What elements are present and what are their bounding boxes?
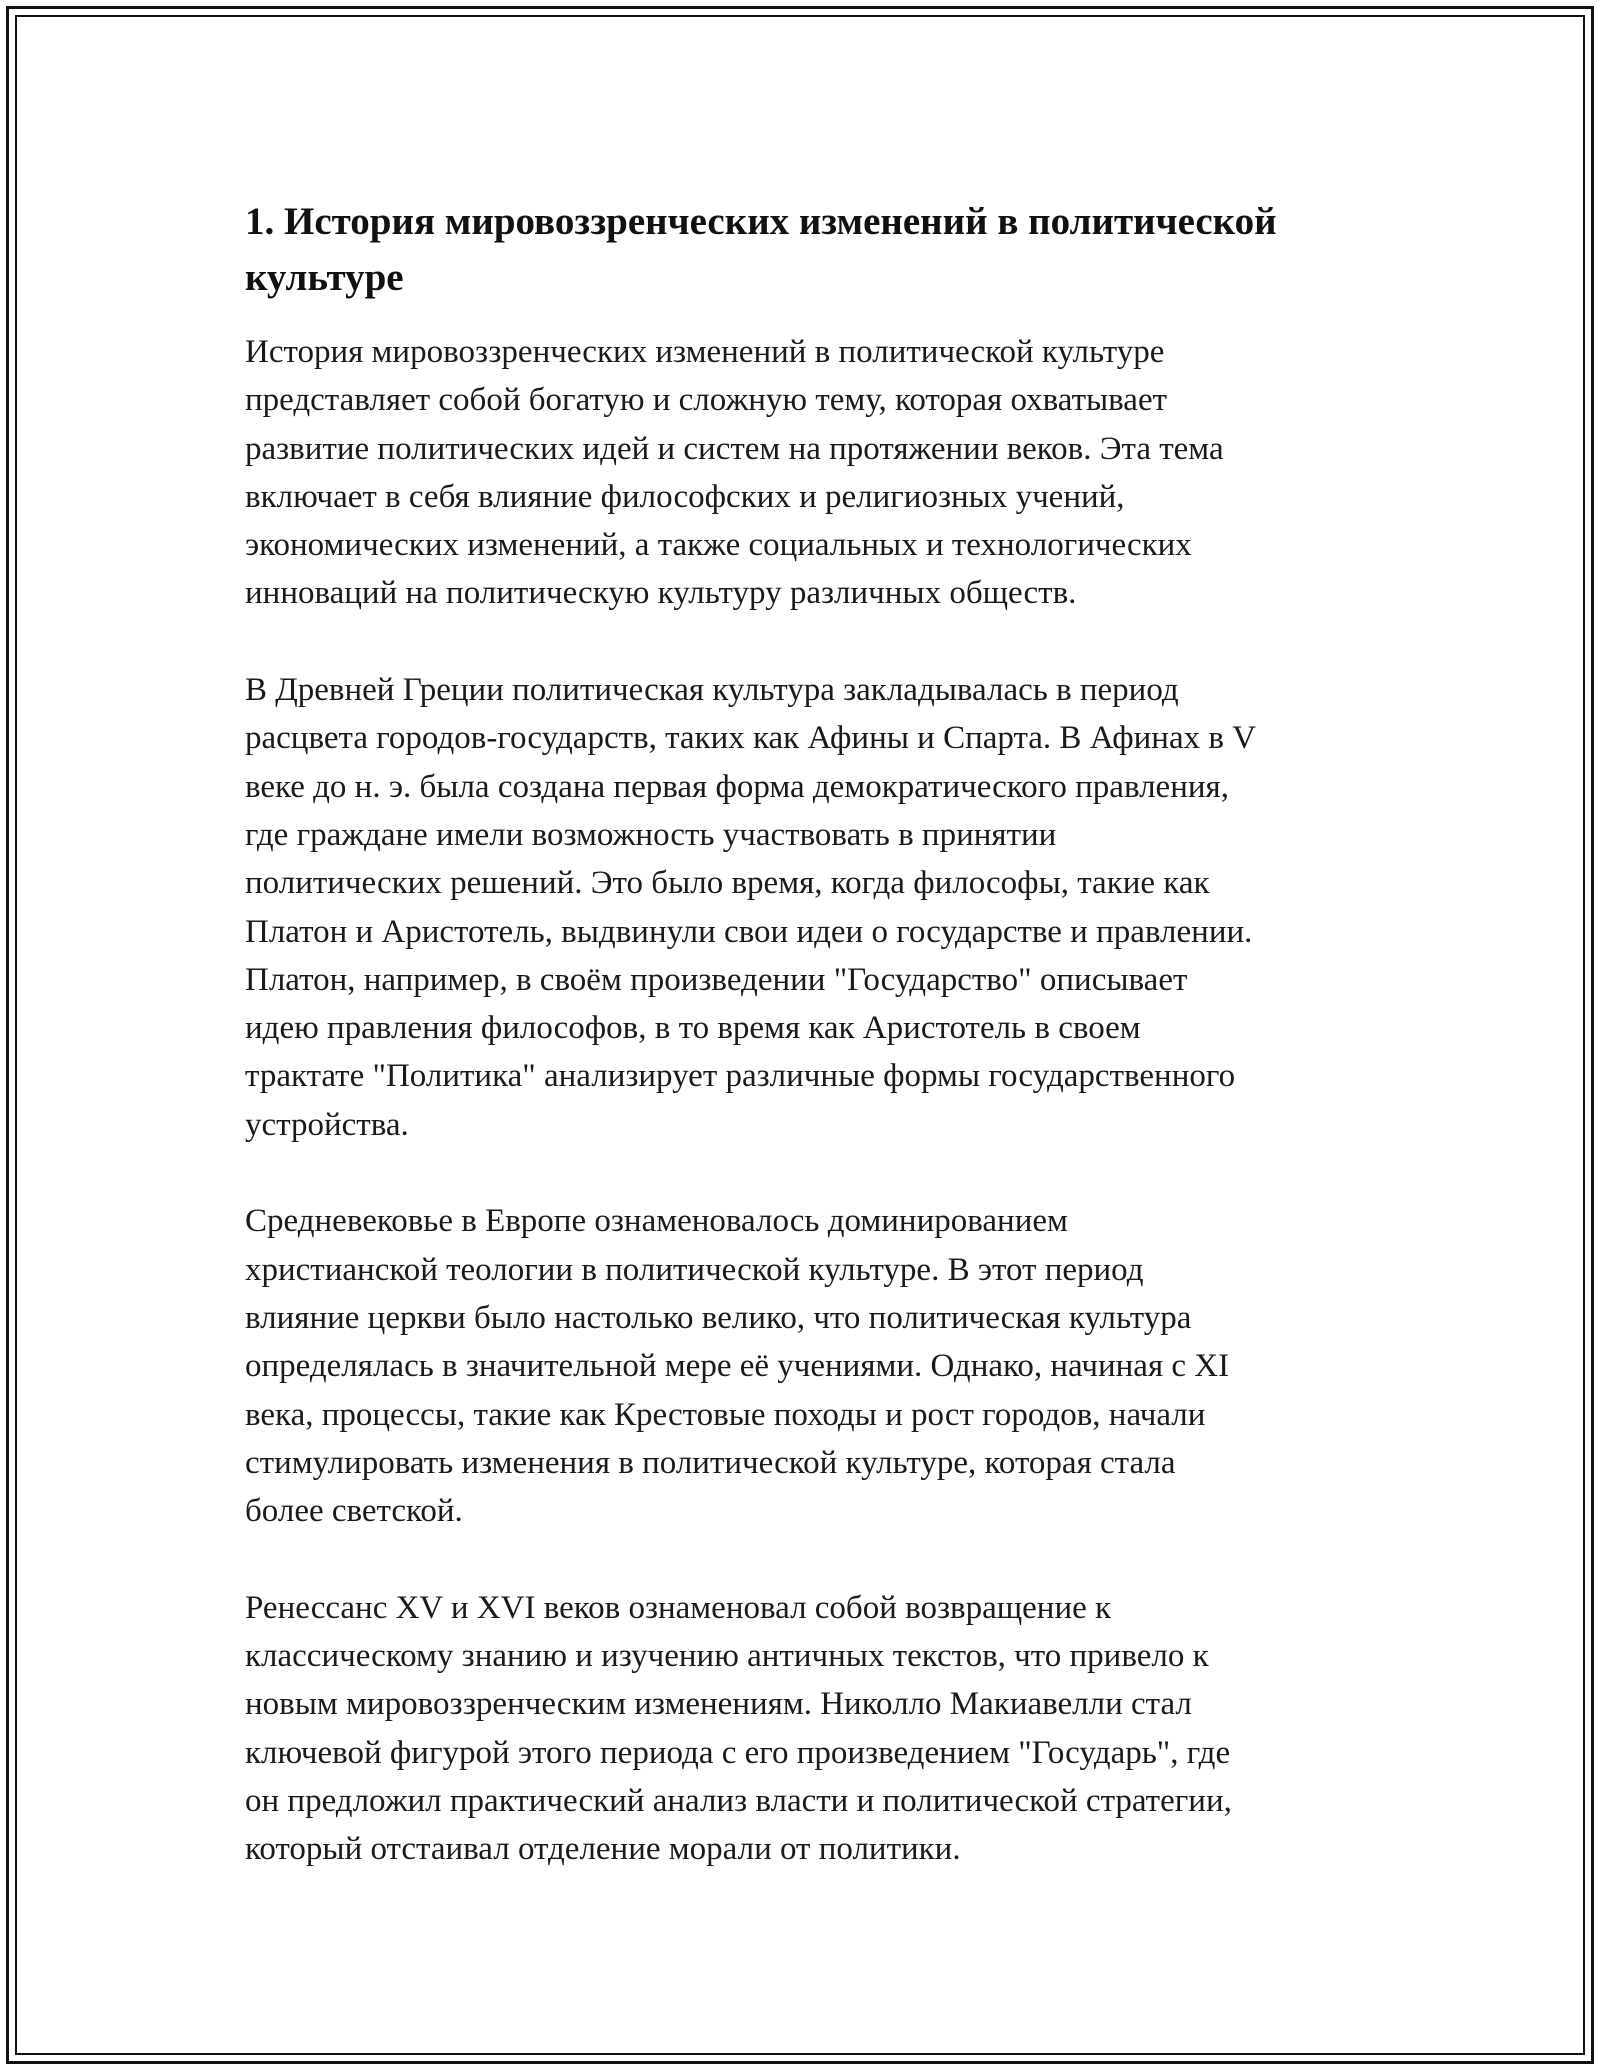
paragraph-intro: История мировоззренческих изменений в политической культуре представляет собой богатую и сложную тему, которая охватывает развитие политических идей и систем на протяжении веков. Эта тема включает в себя влияние философских и религиозных учений, экономических изменений, а также социальных и технологических инноваций на политическую культуру различных обществ. [245,334,1224,612]
document-body [245,194,1385,1922]
document-title: 1. История мировоззренческих изменений в политической культуре [245,200,1277,299]
paragraph-ancient-greece: В Древней Греции политическая культура закладывалась в период расцвета городов-государств, таких как Афины и Спарта. В Афинах в V веке до н. э. была создана первая форма демократического правления, где граждане имели возможность участвовать в принятии политических решений. Это было время, когда философы, такие как Платон и Аристотель, выдвинули свои идеи о государстве и правлении. Платон, например, в своём произведении "Государство" описывает идею правления философов, в то время как Аристотель в своем трактате "Политика" анализирует различные формы государственного устройства. [245,672,1257,1143]
page-frame [6,6,1594,2064]
paragraph-renaissance: Ренессанс XV и XVI веков ознаменовал собой возвращение к классическому знанию и изучению античных текстов, что привело к новым мировоззренческим изменениям. Николло Макиавелли стал ключевой фигурой этого периода с его произведением "Государь", где он предложил практический анализ власти и политической стратегии, который отстаивал отделение морали от политики. [245,1589,1232,1868]
paragraph-middle-ages: Средневековье в Европе ознаменовалось доминированием христианской теологии в политической культуре. В этот период влияние церкви было настолько велико, что политическая культура определялась в значительной мере её учениями. Однако, начиная с XI века, процессы, такие как Крестовые походы и рост городов, начали стимулировать изменения в политической культуре, которая стала более светской. [245,1203,1230,1530]
